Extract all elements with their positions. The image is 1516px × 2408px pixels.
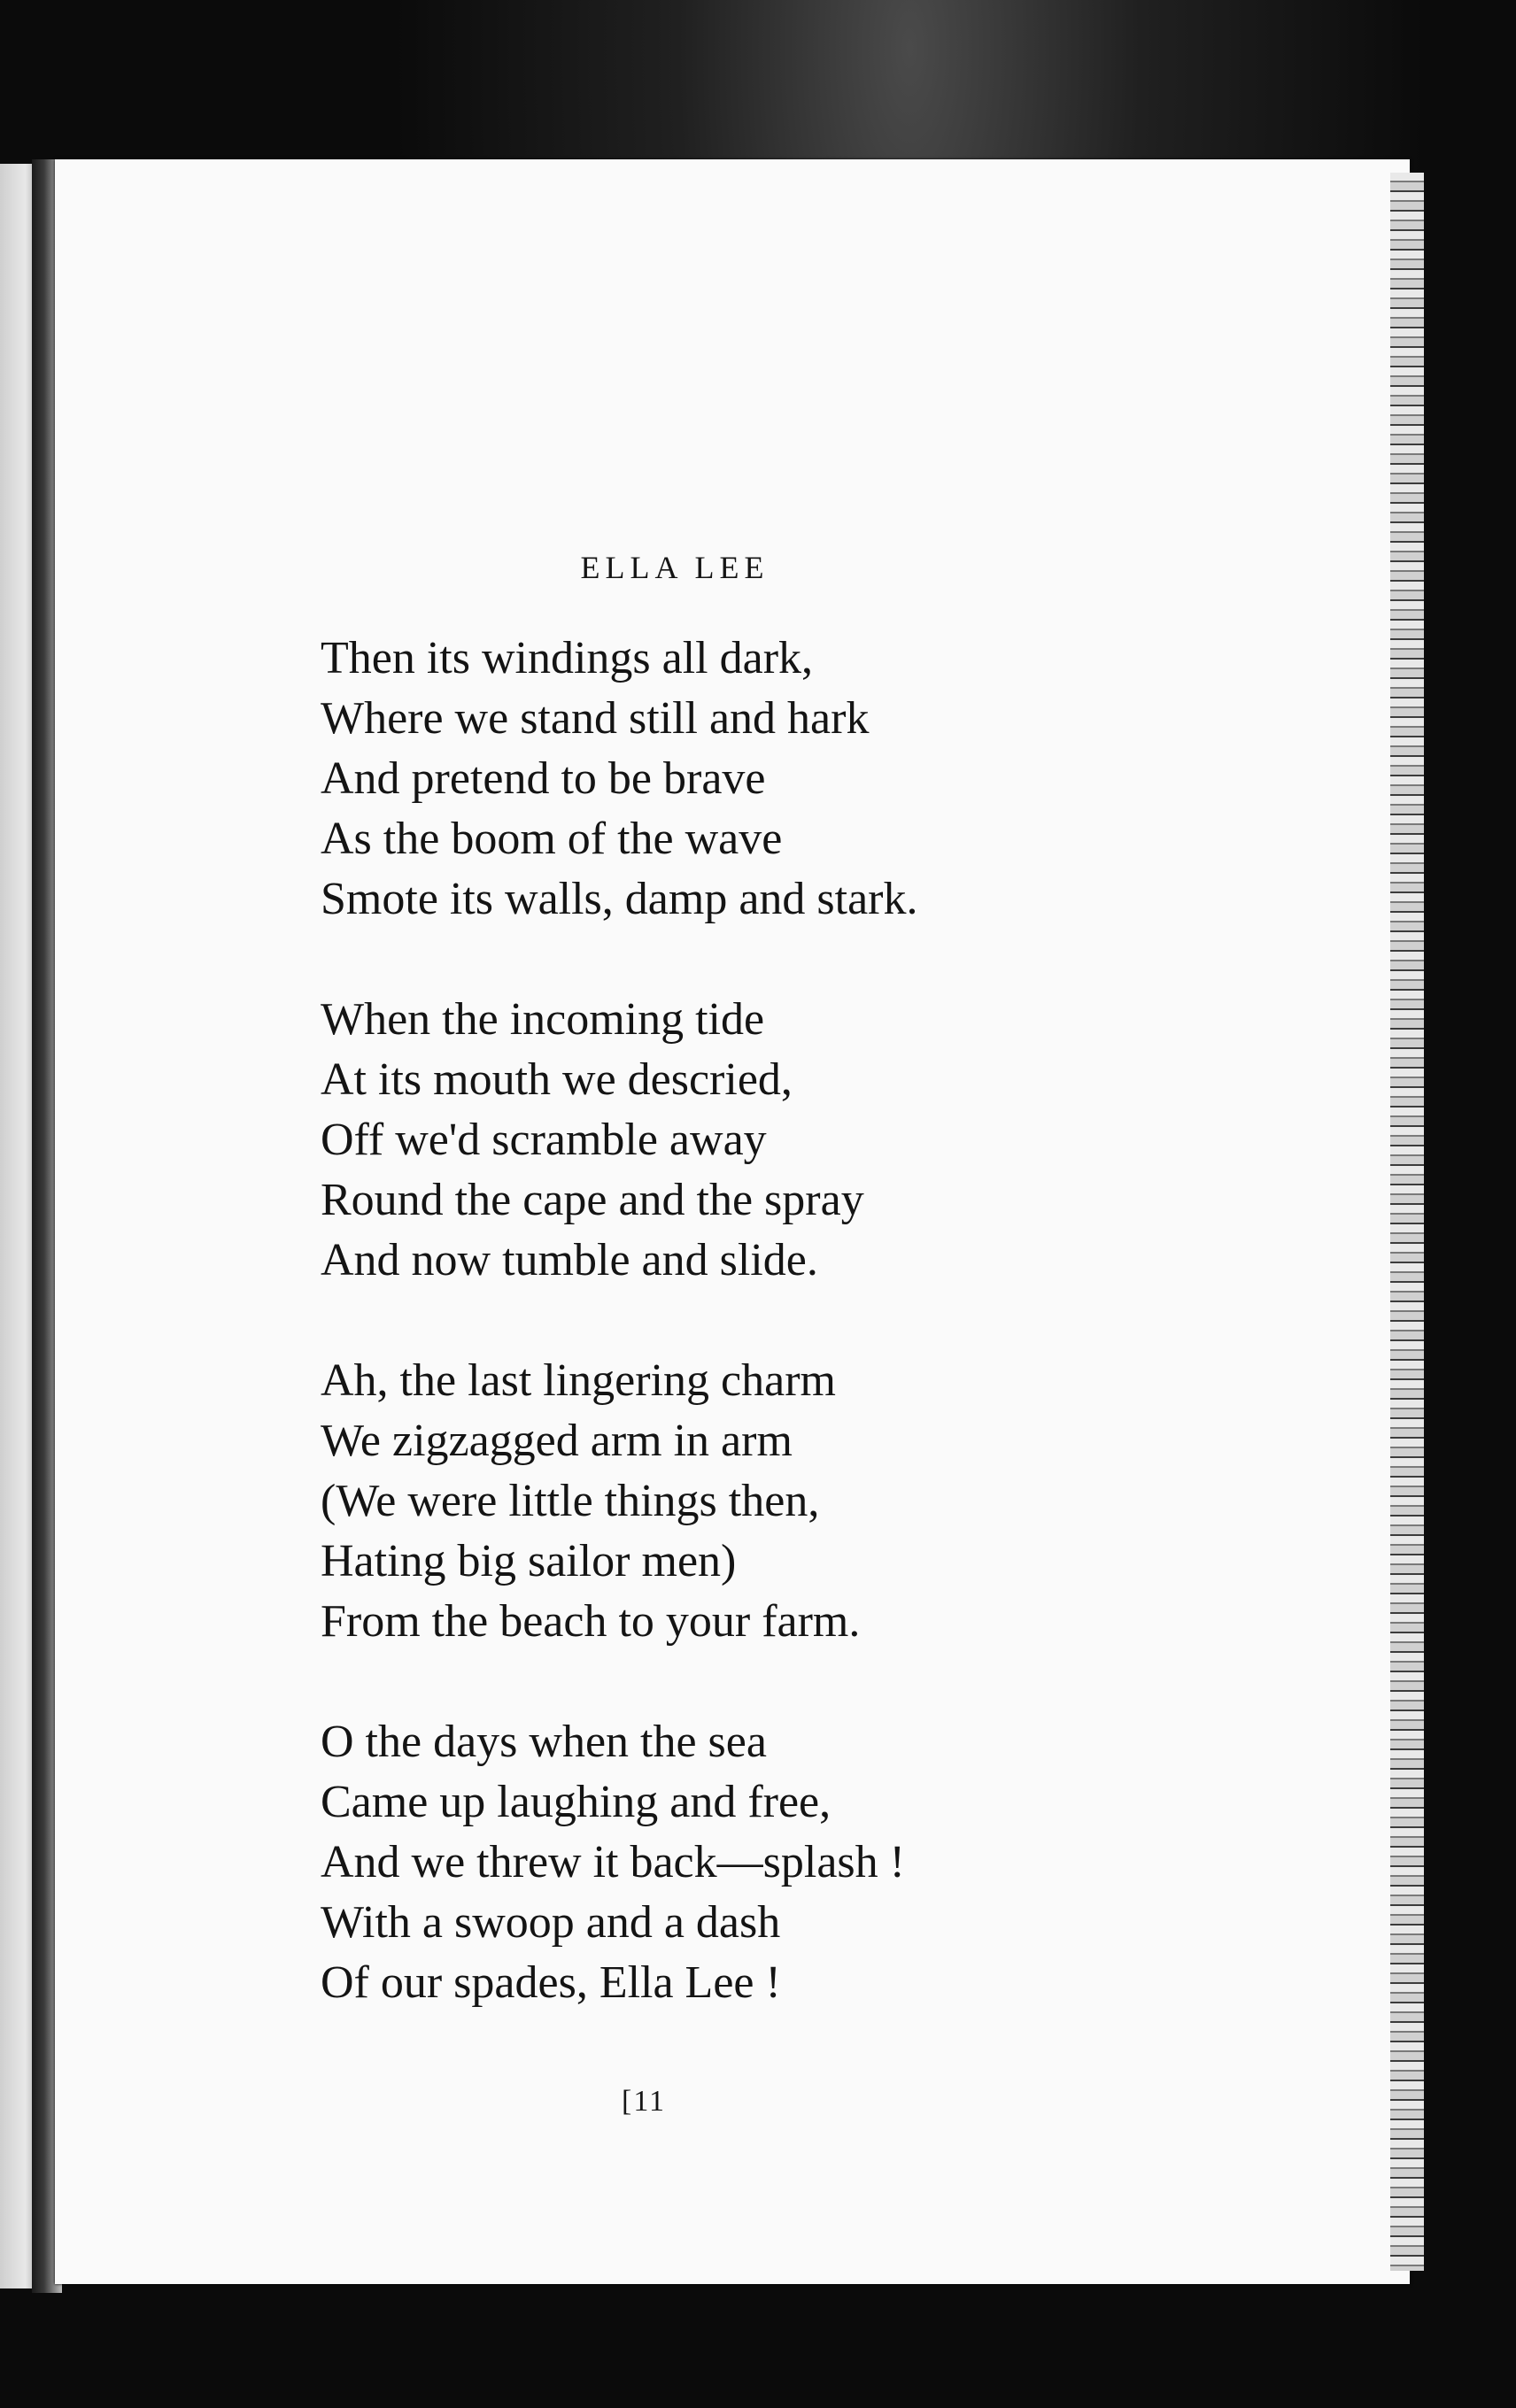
poem-line: Round the cape and the spray <box>321 1175 864 1225</box>
poem-line: O the days when the sea <box>321 1717 767 1767</box>
poem-line: When the incoming tide <box>321 994 765 1045</box>
page-stack-edge <box>1390 173 1424 2271</box>
stanza <box>321 1712 1118 2013</box>
page-number: [11 <box>622 2085 667 2118</box>
poem-line: With a swoop and a dash <box>321 1897 781 1948</box>
running-head: ELLA LEE <box>580 550 770 585</box>
stanza <box>321 1351 1118 1652</box>
poem-line: Came up laughing and free, <box>321 1777 831 1827</box>
stanza <box>321 990 1118 1291</box>
stanza <box>321 629 1118 930</box>
poem-line: From the beach to your farm. <box>321 1596 861 1647</box>
poem-line: Off we'd scramble away <box>321 1115 767 1165</box>
poem-line: At its mouth we descried, <box>321 1054 793 1105</box>
poem-line: Ah, the last lingering charm <box>321 1355 836 1406</box>
poem-line: As the boom of the wave <box>321 814 783 864</box>
poem <box>321 629 1118 2073</box>
poem-line: We zigzagged arm in arm <box>321 1416 793 1466</box>
poem-line: And pretend to be brave <box>321 753 766 804</box>
poem-line: Then its windings all dark, <box>321 633 814 683</box>
book-page <box>55 159 1410 2284</box>
poem-line: Of our spades, Ella Lee ! <box>321 1957 781 2008</box>
poem-line: (We were little things then, <box>321 1476 820 1526</box>
poem-line: And we threw it back—splash ! <box>321 1837 905 1887</box>
poem-line: Hating big sailor men) <box>321 1536 737 1586</box>
poem-line: Where we stand still and hark <box>321 693 870 744</box>
poem-line: And now tumble and slide. <box>321 1235 818 1285</box>
poem-line: Smote its walls, damp and stark. <box>321 874 918 924</box>
